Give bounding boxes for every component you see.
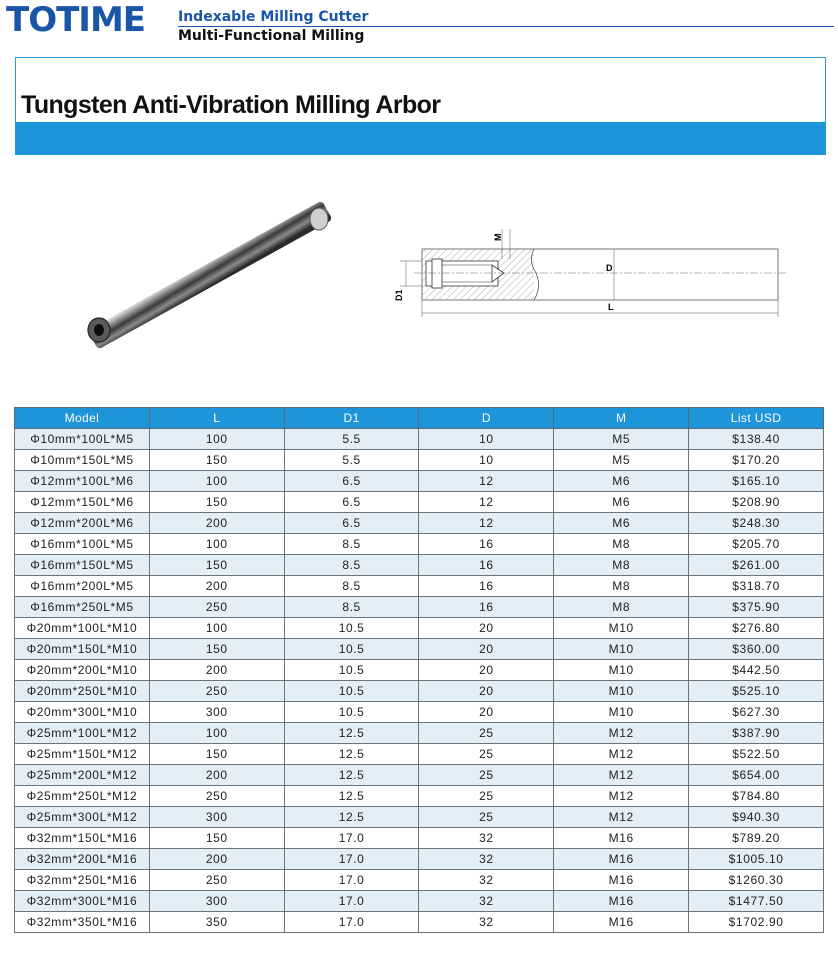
col-header-d1: D1 [284,408,419,429]
cell-price: $522.50 [689,744,824,765]
cell-m: M5 [554,429,689,450]
cell-m: M12 [554,723,689,744]
table-row [15,660,824,681]
col-header-l: L [149,408,284,429]
header-divider [178,26,834,27]
cell-m: M10 [554,702,689,723]
cell-d: 20 [419,681,554,702]
cell-l: 250 [149,786,284,807]
cell-l: 200 [149,513,284,534]
cell-l: 300 [149,891,284,912]
table-row [15,849,824,870]
table-row [15,723,824,744]
cell-l: 250 [149,597,284,618]
cell-m: M8 [554,597,689,618]
cell-price: $387.90 [689,723,824,744]
cell-l: 150 [149,492,284,513]
arbor-dimension-drawing [386,225,796,325]
cell-d: 32 [419,891,554,912]
cell-model: Φ16mm*100L*M5 [15,534,150,555]
dim-label-l: L [608,302,614,312]
cell-price: $248.30 [689,513,824,534]
table-row [15,555,824,576]
cell-model: Φ12mm*100L*M6 [15,471,150,492]
cell-l: 150 [149,450,284,471]
cell-price: $138.40 [689,429,824,450]
cell-model: Φ25mm*150L*M12 [15,744,150,765]
cell-price: $784.80 [689,786,824,807]
cell-d: 20 [419,660,554,681]
cell-m: M12 [554,744,689,765]
cell-price: $940.30 [689,807,824,828]
cell-d: 32 [419,828,554,849]
cell-d1: 10.5 [284,618,419,639]
cell-m: M12 [554,786,689,807]
cell-price: $1260.30 [689,870,824,891]
cell-d1: 12.5 [284,744,419,765]
dim-label-m: M [493,233,503,241]
table-row [15,828,824,849]
table-row [15,744,824,765]
cell-m: M10 [554,681,689,702]
cell-l: 200 [149,849,284,870]
cell-model: Φ20mm*300L*M10 [15,702,150,723]
cell-model: Φ12mm*150L*M6 [15,492,150,513]
cell-d1: 17.0 [284,891,419,912]
table-row [15,576,824,597]
cell-m: M12 [554,807,689,828]
cell-d: 32 [419,912,554,933]
cell-d1: 8.5 [284,555,419,576]
cell-price: $525.10 [689,681,824,702]
table-row [15,681,824,702]
header-subcategory: Multi-Functional Milling [178,28,365,44]
cell-d: 25 [419,723,554,744]
cell-d: 16 [419,534,554,555]
cell-l: 150 [149,828,284,849]
cell-d1: 10.5 [284,681,419,702]
cell-d: 32 [419,849,554,870]
table-row [15,492,824,513]
table-header-row [15,408,824,429]
cell-m: M16 [554,849,689,870]
cell-model: Φ25mm*100L*M12 [15,723,150,744]
cell-m: M6 [554,492,689,513]
cell-price: $165.10 [689,471,824,492]
cell-l: 100 [149,429,284,450]
cell-l: 350 [149,912,284,933]
cell-m: M10 [554,660,689,681]
cell-d1: 17.0 [284,849,419,870]
cell-price: $170.20 [689,450,824,471]
cell-l: 200 [149,765,284,786]
cell-d1: 6.5 [284,492,419,513]
cell-m: M16 [554,870,689,891]
table-row [15,618,824,639]
col-header-m: M [554,408,689,429]
cell-l: 100 [149,471,284,492]
cell-price: $261.00 [689,555,824,576]
cell-l: 100 [149,534,284,555]
cell-price: $208.90 [689,492,824,513]
cell-model: Φ32mm*200L*M16 [15,849,150,870]
cell-d: 12 [419,513,554,534]
cell-model: Φ32mm*300L*M16 [15,891,150,912]
table-row [15,765,824,786]
cell-l: 100 [149,723,284,744]
table-row [15,450,824,471]
cell-l: 250 [149,681,284,702]
col-header-d: D [419,408,554,429]
cell-d: 32 [419,870,554,891]
cell-d1: 5.5 [284,429,419,450]
cell-price: $276.80 [689,618,824,639]
cell-d: 16 [419,555,554,576]
cell-m: M8 [554,555,689,576]
cell-l: 200 [149,660,284,681]
cell-d1: 6.5 [284,471,419,492]
cell-m: M10 [554,618,689,639]
cell-d1: 12.5 [284,786,419,807]
cell-d1: 8.5 [284,576,419,597]
cell-d: 10 [419,450,554,471]
table-row [15,429,824,450]
table-row [15,807,824,828]
table-row [15,513,824,534]
cell-model: Φ16mm*250L*M5 [15,597,150,618]
cell-d: 10 [419,429,554,450]
table-row [15,639,824,660]
cell-price: $789.20 [689,828,824,849]
cell-model: Φ12mm*200L*M6 [15,513,150,534]
table-row [15,597,824,618]
cell-d: 25 [419,744,554,765]
brand-logo: TOTIME [6,0,145,40]
cell-price: $1702.90 [689,912,824,933]
header-category: Indexable Milling Cutter [178,9,369,25]
cell-d1: 17.0 [284,870,419,891]
cell-d: 20 [419,702,554,723]
cell-d: 16 [419,597,554,618]
cell-d: 20 [419,639,554,660]
cell-m: M16 [554,828,689,849]
cell-price: $205.70 [689,534,824,555]
cell-d: 25 [419,786,554,807]
cell-price: $442.50 [689,660,824,681]
cell-model: Φ20mm*250L*M10 [15,681,150,702]
page-title: Tungsten Anti-Vibration Milling Arbor [21,91,441,119]
table-row [15,891,824,912]
cell-d1: 8.5 [284,534,419,555]
cell-l: 150 [149,744,284,765]
cell-l: 250 [149,870,284,891]
cell-model: Φ20mm*100L*M10 [15,618,150,639]
table-row [15,702,824,723]
cell-model: Φ16mm*150L*M5 [15,555,150,576]
table-row [15,534,824,555]
cell-d1: 17.0 [284,828,419,849]
cell-model: Φ32mm*250L*M16 [15,870,150,891]
cell-model: Φ25mm*250L*M12 [15,786,150,807]
cell-model: Φ25mm*300L*M12 [15,807,150,828]
title-band [15,122,826,155]
cell-d: 16 [419,576,554,597]
cell-m: M8 [554,534,689,555]
cell-d: 12 [419,492,554,513]
dim-label-d1: D1 [394,289,404,301]
cell-model: Φ20mm*200L*M10 [15,660,150,681]
cell-d1: 10.5 [284,660,419,681]
cell-price: $375.90 [689,597,824,618]
cell-d1: 12.5 [284,807,419,828]
cell-m: M6 [554,513,689,534]
cell-d1: 10.5 [284,639,419,660]
cell-m: M10 [554,639,689,660]
cell-d1: 17.0 [284,912,419,933]
table-row [15,912,824,933]
cell-m: M16 [554,891,689,912]
cell-d: 25 [419,765,554,786]
cell-l: 300 [149,702,284,723]
cell-l: 100 [149,618,284,639]
cell-price: $360.00 [689,639,824,660]
cell-d1: 10.5 [284,702,419,723]
cell-d: 25 [419,807,554,828]
cell-l: 300 [149,807,284,828]
cell-model: Φ16mm*200L*M5 [15,576,150,597]
col-header-model: Model [15,408,150,429]
cell-m: M12 [554,765,689,786]
table-row [15,870,824,891]
table-body [15,429,824,933]
table-row [15,471,824,492]
dim-label-d: D [606,263,613,273]
cell-m: M16 [554,912,689,933]
cell-l: 200 [149,576,284,597]
cell-price: $654.00 [689,765,824,786]
cell-price: $318.70 [689,576,824,597]
cell-model: Φ32mm*350L*M16 [15,912,150,933]
cell-m: M5 [554,450,689,471]
cell-d: 12 [419,471,554,492]
cell-d: 20 [419,618,554,639]
cell-model: Φ32mm*150L*M16 [15,828,150,849]
cell-m: M6 [554,471,689,492]
cell-price: $1005.10 [689,849,824,870]
cell-l: 150 [149,639,284,660]
col-header-list-usd: List USD [689,408,824,429]
cell-price: $627.30 [689,702,824,723]
cell-model: Φ10mm*100L*M5 [15,429,150,450]
cell-d1: 5.5 [284,450,419,471]
cell-m: M8 [554,576,689,597]
cell-d1: 12.5 [284,765,419,786]
table-row [15,786,824,807]
arbor-product-image [80,200,340,350]
cell-d1: 6.5 [284,513,419,534]
price-spec-table [14,407,824,933]
cell-price: $1477.50 [689,891,824,912]
cell-d1: 12.5 [284,723,419,744]
cell-d1: 8.5 [284,597,419,618]
cell-model: Φ25mm*200L*M12 [15,765,150,786]
cell-l: 150 [149,555,284,576]
cell-model: Φ10mm*150L*M5 [15,450,150,471]
cell-model: Φ20mm*150L*M10 [15,639,150,660]
